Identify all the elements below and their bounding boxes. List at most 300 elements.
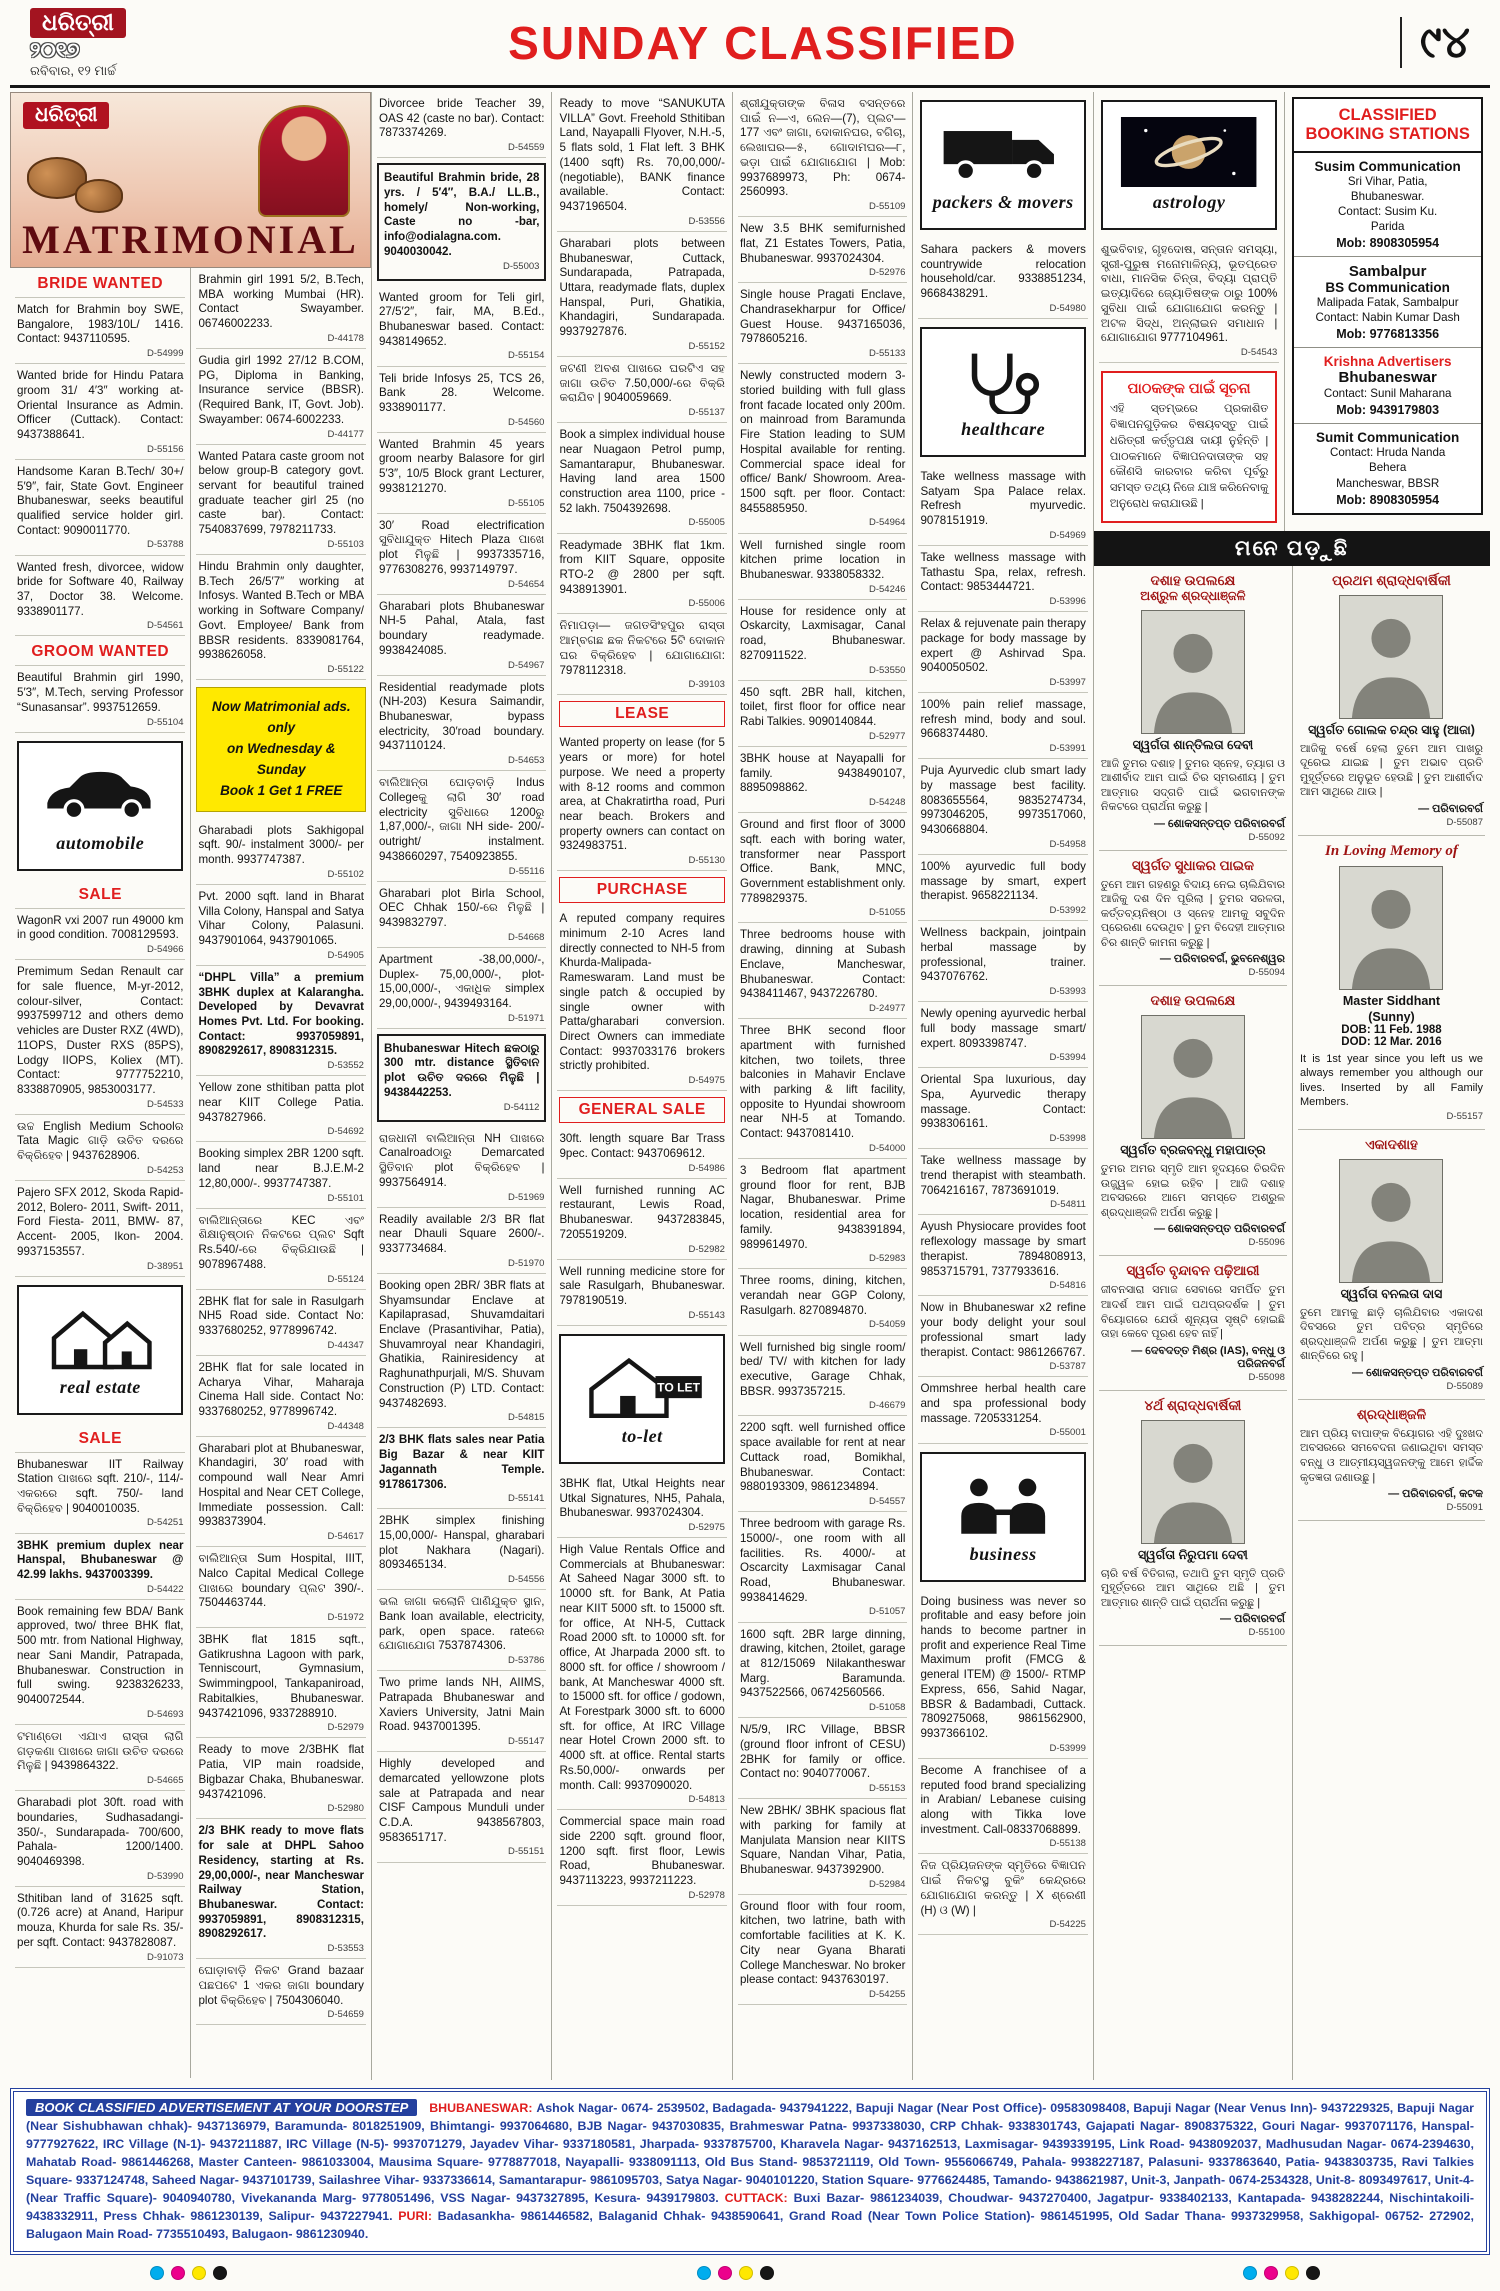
packers-movers-category-box — [920, 100, 1085, 230]
ad-id: D-55151 — [508, 1846, 545, 1858]
ad-text: 1600 sqft. 2BR large dinning, drawing, kitchen, 2toilet, garage at 812/15069 Nilakantheswar Marg. Baramunda. 9437522566, 06742560566. — [739, 1627, 906, 1700]
classified-ad — [15, 1791, 185, 1887]
masthead-date: ରବିବାର, ୧୨ ମାର୍ଚ୍ଚ — [30, 62, 117, 78]
memorial-text: ଜୀବନସାରା ସମାଜ ସେବାରେ ସମର୍ପିତ ତୁମ ଆଦର୍ଶ ଆମ ପାଇଁ ପଥପ୍ରଦର୍ଶକ | ତୁମ ବିୟୋଗରେ ଯେଉଁ ଶୂନ୍ୟତା ସୃଷ୍ଟି ହୋଇଛି ତାହା କେବେ ପୂରଣ ହେବ ନାହିଁ | — [1100, 1284, 1285, 1341]
ad-text: Teli bride Infosys 25, TCS 26, Bank 28. Welcome. 9338901177. — [378, 371, 545, 414]
ad-text: New 2BHK/ 3BHK spacious flat with parking for family at Manjulata Mansion near KIITS Square, Nandan Vihar, Patia, Bhubaneswar. 9437392900. — [739, 1804, 906, 1876]
classified-ad — [377, 882, 546, 948]
classified-ad — [918, 546, 1087, 612]
ad-id: D-53991 — [1049, 743, 1086, 755]
ad-text: 3BHK house at Nayapalli for family. 9438490107, 8895098862. — [739, 751, 906, 795]
ad-id: D-54422 — [147, 1583, 184, 1595]
color-registration-dot — [213, 2266, 227, 2280]
ad-id: D-54815 — [508, 1412, 545, 1424]
classified-ad — [377, 433, 546, 514]
ad-id: D-55133 — [868, 348, 906, 360]
masthead-year: ୨୦୧୭ — [30, 38, 80, 62]
healthcare-category-box — [920, 327, 1085, 457]
classified-ad — [377, 948, 546, 1029]
memorial-header: ସ୍ୱର୍ଗତ ସୁଧାକର ପାଇକ — [1131, 857, 1254, 873]
memorial-header: ଦଶାହ ଉପଲକ୍ଷେ — [1150, 572, 1236, 588]
memorial-signature: — ଦେବଦତ୍ତ ମିଶ୍ର (IAS), ବନ୍ଧୁ ଓ ପରିଜନବର୍ଗ — [1131, 1344, 1285, 1370]
footer-title: BOOK CLASSIFIED ADVERTISEMENT AT YOUR DOORSTEP — [26, 2099, 417, 2116]
classified-ad — [918, 612, 1087, 693]
ad-id: D-54905 — [327, 949, 364, 961]
ad-text: Book a simplex individual house near Nuagaon Petrol pump, Samantarapur, Bhubaneswar. Having land area 1500 construction area 1100, price - 52 lakh. 7504392698. — [559, 428, 725, 515]
station-line: Parida — [1370, 220, 1405, 234]
ad-text: ବାଲିଆନ୍ତା ଘୋଡ଼ବାଡ଼ି Indus Collegeକୁ ଲାଗି 30′ road electricity ସୁବିଧାରେ 1200ରୁ 1,87,000/-, ଜାଗା NH side- 200/- outright/ instalment. 9438660297, 7540923855. — [378, 776, 545, 863]
memorial-signature: — ଶୋକସନ୍ତପ୍ତ ପରିବାରବର୍ଗ — [1153, 1223, 1285, 1236]
classified-ad — [196, 1076, 365, 1142]
ad-text: 30′ Road electrification ସୁବିଧାଯୁକ୍ତ Hitech Plaza ପାଖେ plot ମିଳୁଛି | 9937335716, 9776308276, 9937149797. — [378, 518, 545, 576]
classified-ad — [196, 555, 365, 680]
deceased-name: ସ୍ୱର୍ଗତା ନିରୁପମା ଦେବୀ — [1138, 1547, 1248, 1562]
ad-id: D-55124 — [327, 1273, 364, 1285]
ad-id: D-53786 — [508, 1655, 545, 1667]
classified-ad — [918, 1377, 1087, 1443]
booking-stations-header — [1294, 99, 1481, 153]
promo-line: on Wednesday & Sunday — [226, 740, 336, 777]
ad-id: D-54112 — [503, 1101, 540, 1113]
ad-text: Single house Pragati Enclave, Chandrasekharpur for Office/ Guest House. 9437165036, 7978605216. — [739, 288, 906, 346]
ad-text: Well furnished running AC restaurant, Lewis Road, Bhubaneswar. 9437283845, 7205519209. — [559, 1183, 725, 1241]
station-line: Contact: Nabin Kumar Dash — [1315, 311, 1460, 325]
color-registration-dot — [760, 2266, 774, 2280]
ad-text: Relax & rejuvenate pain therapy package for body massage by expert @ Ashirvad Spa. 9040050502. — [920, 617, 1086, 675]
ad-id: D-55001 — [1049, 1427, 1086, 1439]
ad-id: D-54654 — [508, 578, 545, 590]
ad-text: Well running medicine store for sale Rasulgarh, Bhubaneswar. 7978190519. — [559, 1264, 725, 1308]
classified-ad — [196, 1547, 365, 1628]
classified-ad — [557, 1179, 726, 1260]
ad-text: Wanted Brahmin 45 years groom nearby Balasore for girl 5′3″, 10/5 Block grant Lecturer, 9938121270. — [378, 437, 545, 495]
banner-brand-logo: ଧରିତ୍ରୀ — [23, 102, 109, 129]
classified-ad — [918, 465, 1087, 546]
ad-id: D-55103 — [327, 538, 364, 550]
classified-ad — [377, 1752, 546, 1862]
ad-text: ଉଚ୍ଚ English Medium Schoolର Tata Magic ଗାଡ଼ି ଉଚିତ ଦରରେ ବିକ୍ରିହେବ | 9437628906. — [17, 1119, 184, 1163]
section-header: GENERAL SALE — [559, 1097, 724, 1123]
station-line: Bhubaneswar. — [1350, 190, 1425, 203]
business-category-box — [920, 1452, 1085, 1582]
classified-ad — [557, 731, 726, 871]
ad-id: D-51058 — [868, 1702, 906, 1714]
ad-text: 100% ayurvedic full body massage by smart, expert therapist. 9658221134. — [920, 859, 1086, 903]
ad-text: Gharabadi plots Sakhigopal sqft. 90/- instalment 3000/- per month. 9937747387. — [198, 823, 364, 867]
ad-text: 2/3 BHK ready to move flats for sale at DHPL Sahoo Residency, starting at Rs. 29,00,000/-, near Mancheswar Railway Station, Bhubaneswar. Contact: 9937059891, 8908312315, 8908292617. — [198, 1824, 364, 1941]
deceased-name: Master Siddhant — [1342, 993, 1441, 1008]
classified-ad — [15, 1534, 185, 1600]
color-registration-dot — [739, 2266, 753, 2280]
footer-region-entries: Ashok Nagar- 0674- 2539502, Badagada- 9437941222, Bapuji Nagar (Near Post Office)- 09583098408, Bapuji Nagar (Near Venus Inn)- 9437229325, Bapuji Nagar (Near Sishubhawan chhak)- 9437136979, Baramunda- 8018251909, Bhimtangi- 9937064680, BJB Nagar- 9437030835, Brahmeswar Patna- 9937338030, CRP Chhak- 9338301743, Gajapati Nagar- 8908375322, Gouri Nagar- 9937071176, Hanspal- 9777927622, IRC Village (N-1)- 9437211887, IRC Village (N-5)- 9937071279, Jayadev Vihar- 9337180581, Jharpada- 9337875700, Kharavela Nagar- 9437162513, Laxmisagar- 9439339195, Link Road- 9438092037, Madhusudan Nagar- 0674-2394630, Mahatab Road- 9861446268, Master Canteen- 9861033004, Mausima Square- 9778877018, Nayapalli- 9338091113, Old Bus Stand- 9853721119, Old Town- 9556066749, Pahala- 9938227187, Palasuni- 9337863640, Patia- 9438303735, Ravi Talkies Square- 9337124748, Saheed Nagar- 9437101739, Sailashree Vihar- 9337336614, Samantarapur- 9861095703, Satya Nagar- 9040101220, Station Square- 9776624485, Tamando- 9438621987, Unit-3, Janpath- 0674-2534328, Unit-8- 8093497617, Unit-4- (Near Traffic Square)- 9040940780, Vivekananda Marg- 9778051496, VSS Nagar- 9437327895, Kesura- 9439179803. — [26, 2101, 1475, 2205]
classified-ad — [918, 1149, 1087, 1215]
category-label: packers & movers — [932, 192, 1074, 212]
ad-id: D-54617 — [327, 1531, 364, 1543]
category-label: healthcare — [961, 418, 1046, 439]
classified-ad — [738, 1336, 908, 1417]
classified-ad — [196, 445, 365, 555]
ad-id: D-53998 — [1049, 1133, 1086, 1145]
ad-text: Doing business was never so profitable and easy before join hands to become partner in profit and experience Real Time Maximum profit (FMCG & general ITEM) @ 1500/- RTMP Express, 656, Sahid Nagar, BBSR & Badambadi, Cuttack. 7809275068, 9861562900, 9937366102. — [920, 1594, 1086, 1740]
classified-ad — [557, 357, 726, 423]
classified-ad — [15, 1600, 185, 1725]
classified-ad — [738, 1718, 908, 1799]
ad-text: Hindu Brahmin only daughter, B.Tech 26/5′7″ working at Infosys. Wanted B.Tech or MBA working in Software Company/ Govt. Employee/ Bank from BBSR residents. 8339081764, 9938626058. — [198, 559, 364, 662]
memorial-signature: — ଶୋକସନ୍ତପ୍ତ ପରିବାରବର୍ଗ — [1352, 1366, 1483, 1379]
memorial-header: ୪ର୍ଥ ଶ୍ରାଦ୍ଧବାର୍ଷିକୀ — [1144, 1397, 1242, 1413]
ad-text: Become A franchisee of a reputed food brand specializing in Arabian/ Lebanese cuising along with Tikka love investment. Call-08337068899. — [920, 1763, 1086, 1836]
station-mobile: Mob: 9776813356 — [1336, 327, 1440, 342]
classified-ad — [15, 909, 185, 961]
ad-id: D-52982 — [688, 1243, 725, 1255]
ad-text: Now in Bhubaneswar x2 refine your body delight your soul professional smart lady therapist. Contact: 9861266767. — [920, 1301, 1086, 1359]
astrology-icon — [1118, 117, 1259, 187]
memorial-text: ଆଜି ତୁମର ଦଶାହ | ତୁମର ସ୍ନେହ, ତ୍ୟାଗ ଓ ଆଶୀର୍ବାଦ ଆମ ପାଇଁ ଚିର ସ୍ମରଣୀୟ | ତୁମ ଆତ୍ମାର ସଦ୍ଗତି ପାଇଁ ଭଗବାନଙ୍କ ନିକଟରେ ପ୍ରାର୍ଥନା କରୁଛୁ | — [1100, 757, 1285, 814]
ad-id: D-53550 — [868, 664, 906, 676]
classified-ad — [377, 1034, 546, 1122]
ad-id: D-52976 — [868, 267, 906, 279]
deceased-alias: (Sunny) — [1368, 1009, 1415, 1024]
right-section — [1093, 92, 1490, 2080]
classified-ad — [196, 1959, 365, 2025]
section-header: SALE — [15, 1423, 185, 1453]
color-registration-dot — [171, 2266, 185, 2280]
classified-ad — [738, 813, 908, 923]
ad-text: Highly developed and demarcated yellowzone plots sale at Patrapada and near CISF Campous Munduli under C.D.A. 9438567803, 9583651717. — [378, 1757, 545, 1844]
memorial-date-line: DOB: 11 Feb. 1988 — [1341, 1023, 1442, 1036]
ad-id: D-54659 — [327, 2009, 364, 2021]
classified-ad — [738, 1512, 908, 1622]
ad-text: ନିମାପଡ଼ା— ଜଗତସିଂହପୁର ରାସ୍ତା ଆମ୍ବଗଛ ଛକ ନିକଟରେ 5ଟି ଦୋକାନ ଘର ବିକ୍ରିହେବ | ଯୋଗାଯୋଗ: 7978112318. — [559, 619, 725, 677]
memorial-card — [1099, 851, 1287, 987]
classified-ad — [196, 1437, 365, 1547]
ad-text: Gharabadi plot 30ft. road with boundaries, Sudhasadangi- 350/-, Sundarapada- 700/600, Pahala- 1200/1400. 9040469398. — [17, 1796, 184, 1868]
ad-id: D-55153 — [868, 1783, 906, 1795]
ad-id: D-24977 — [868, 1003, 906, 1015]
ad-id: D-54986 — [688, 1162, 725, 1174]
ad-id: D-52978 — [688, 1889, 725, 1901]
memorial-card — [1298, 566, 1485, 836]
ad-id: D-51057 — [868, 1606, 906, 1618]
classified-ad — [15, 364, 185, 460]
ad-id: D-53999 — [1049, 1742, 1086, 1754]
ad-id: D-52975 — [688, 1521, 725, 1533]
memorial-header: ସ୍ୱର୍ଗତ ବୃନ୍ଦାବନ ପଢ଼ିଆରୀ — [1126, 1263, 1260, 1279]
ad-id: D-54253 — [147, 1164, 184, 1176]
footer-region-label: PURI: — [392, 2208, 438, 2223]
classified-ad — [918, 1854, 1087, 1935]
section-header: BRIDE WANTED — [15, 268, 185, 298]
ad-id: D-54964 — [868, 517, 906, 529]
ad-text: Well furnished big single room/ bed/ TV/ with kitchen for lady executive, Garage Chhak, BBSR. 9937357215. — [739, 1340, 906, 1398]
category-label: real estate — [59, 1376, 141, 1397]
ad-id: D-55143 — [688, 1309, 725, 1321]
column-7 — [1094, 92, 1284, 531]
ad-id: D-52977 — [868, 730, 906, 742]
ad-text: 30ft. length square Bar Trass 9pec. Contact: 9437069612. — [559, 1132, 725, 1160]
ad-id: D-55101 — [327, 1192, 364, 1204]
ad-text: 100% pain relief massage, refresh mind, body and soul. 9668374480. — [920, 698, 1086, 741]
classified-ad — [738, 534, 908, 600]
ad-id: D-55152 — [688, 340, 725, 352]
classified-ad — [196, 1290, 365, 1356]
ad-id: D-53996 — [1049, 596, 1086, 608]
ad-id: D-55137 — [688, 407, 725, 419]
ad-id: D-44347 — [327, 1339, 364, 1351]
classified-ad — [196, 1209, 365, 1290]
classified-ad — [377, 1671, 546, 1752]
ad-text: Gharabari plot at Bhubaneswar, Khandagiri, 30′ road with compound wall Near Amri Hospital and Near CET College, Immediate possession. Call: 9938373904. — [198, 1441, 364, 1529]
ad-text: Oriental Spa luxurious, day Spa, Ayurvedic therapy massage. Contact: 9938306161. — [920, 1073, 1086, 1131]
classified-ad — [15, 1115, 185, 1181]
ad-id: D-54246 — [868, 583, 906, 595]
newspaper-logo: ଧରିତ୍ରୀ — [30, 8, 126, 38]
classified-ad — [918, 1002, 1087, 1068]
station-mobile: Mob: 9439179803 — [1336, 403, 1440, 418]
ad-text: Gharabari plots between Bhubaneswar, Cuttack, Sundarapada, Patrapada, Uttara, readymade flats, duplex Hanspal, Puri, Ghatikia, Khandagiri, Sundarapada. 9937927876. — [559, 236, 725, 339]
classified-ad — [738, 217, 908, 283]
ad-text: Newly constructed modern 3-storied building with full glass front facade located only 200m. on mainroad from Baramunda Fire Station leading to SUM Hospital available for renting. Commercial space ideal for office/ Bank/ Showroom. Area- 1500 sqft. per floor. Contact: 8455885950. — [739, 369, 906, 515]
classified-ad — [15, 298, 185, 364]
memorial-subheader: ଅଶ୍ରୁଳ ଶ୍ରଦ୍ଧାଞ୍ଜଳି — [1140, 588, 1246, 603]
ad-id: D-53992 — [1049, 905, 1086, 917]
classified-ad — [196, 1142, 365, 1208]
ad-id: D-54653 — [508, 755, 545, 767]
ad-id: D-54975 — [688, 1075, 725, 1087]
footer-region-label: BHUBANESWAR: — [425, 2101, 537, 2115]
ad-id: D-54533 — [147, 1098, 184, 1110]
memorial-date-line: DOD: 12 Mar. 2016 — [1341, 1035, 1442, 1048]
memorial-text: ତୁମେ ଆମ ଗହଣରୁ ବିଦାୟ ନେଇ ଚାଲିଯିବାର ଆଜିକୁ ଦଶ ଦିନ ପୂରିଲା | ତୁମର ସରଳତା, କର୍ତ୍ତବ୍ୟନିଷ୍ଠା ଓ ସ୍ନେହ ଆମକୁ ସବୁଦିନ ପ୍ରେରଣା ଦେଉଥିବ | ତୁମ ବିଦେହୀ ଆତ୍ମାର ଚିର ଶାନ୍ତି କାମନା କରୁଛୁ | — [1100, 878, 1285, 949]
ad-text: Wanted groom for Teli girl, 27/5′2″, fair, MA, B.Ed., Bhubaneswar based. Contact: 9438149652. — [378, 290, 545, 348]
ad-id: D-55098 — [1248, 1371, 1285, 1383]
ad-text: Readymade 3BHK flat 1km. from KIIT Square, opposite RTO-2 @ 2800 per sqft. 9438913901. — [559, 538, 725, 596]
ad-id: D-55089 — [1446, 1380, 1483, 1392]
ad-id: D-54811 — [1050, 1199, 1086, 1211]
classified-ad — [15, 1887, 185, 1968]
ad-text: ଶ୍ରୀଯୁକ୍ତାଙ୍କ ବିଳାସ ବସନ୍ତରେ ପାଇଁ ନ—ଏ, ଲେନ—(7), ପ୍ଲଟ— 177 ଏବଂ ଜାଗା, ଦୋକାନଘର, ବଗିଚା, ଲେଖାଘର—୫, ଗୋଦାମଘର—୮, ଭଡ଼ା ପାଇଁ ଯୋଗାଯୋଗ | Mob: 9937689973, Ph: 0674- 2560993. — [739, 97, 906, 199]
footer-directory — [10, 2088, 1490, 2255]
classified-ad — [918, 693, 1087, 759]
ad-id: D-39103 — [688, 679, 725, 691]
memorial-photo — [1141, 1015, 1245, 1139]
ad-id: D-54813 — [688, 1794, 725, 1806]
memorial-photo — [1339, 1159, 1443, 1283]
classified-ad — [377, 1428, 546, 1509]
column-3 — [371, 92, 551, 2080]
drum-icon — [75, 179, 123, 213]
classified-ad — [918, 921, 1087, 1002]
ad-text: Wellness backpain, jointpain herbal massage by professional, trainer. 9437076762. — [920, 926, 1086, 984]
ad-text: ଶୁଭବିବାହ, ଗୃହଦୋଷ, ସନ୍ତାନ ସମସ୍ୟା, ସ୍ତ୍ରୀ-ପୁରୁଷ ମନୋମାଳିନ୍ୟ, ଭୂତପ୍ରେତ ବାଧା, ମାନସିକ ଚିନ୍ତା, ବିଦ୍ୟା ପ୍ରାପ୍ତି ଇତ୍ୟାଦିରେ ଜ୍ୟୋତିଷଙ୍କ ଠାରୁ 100% ସୁବିଧା ପାଇଁ ଯୋଗାଯୋଗ କରନ୍ତୁ | ଅଟଳ ସିଦ୍ଧ, ଅନ୍ଲାଇନ ସମାଧାନ | ଯୋଗାଯୋଗ 9777104961. — [1100, 243, 1278, 345]
classified-ad — [377, 92, 546, 158]
classified-ad — [196, 268, 365, 349]
ad-text: Gudia girl 1992 27/12 B.COM, PG, Diploma in Banking, Insurance service (BBSR). (Required Bank, IT, Govt. Job). Swayamber: 0674-6002233. — [198, 353, 364, 426]
section-header: LEASE — [559, 701, 724, 727]
ad-id: D-44178 — [327, 332, 364, 344]
memorial-signature: — ପରିବାରବର୍ଗ, କଟକ — [1388, 1488, 1483, 1501]
healthcare-icon — [937, 344, 1069, 414]
ad-id: D-53990 — [147, 1870, 184, 1882]
classified-grid — [10, 92, 1490, 2080]
category-label: astrology — [1152, 192, 1226, 212]
ad-id: D-53997 — [1049, 676, 1086, 688]
deceased-name: ସ୍ୱର୍ଗତା ବନଲତା ଦାସ — [1340, 1286, 1443, 1301]
ad-id: D-55092 — [1248, 831, 1285, 843]
ad-text: Ready to move 2/3BHK flat Patia, VIP main roadside, Bigbazar Chaka, Bhubaneswar. 9437421096. — [198, 1743, 364, 1801]
color-registration-dot — [697, 2266, 711, 2280]
column-6 — [912, 92, 1092, 2080]
footer-directory-text — [26, 2101, 1474, 2241]
booking-station-entry — [1294, 424, 1481, 512]
ad-text: Beautiful Brahmin bride, 28 yrs. / 5′4″, B.A./ LL.B., homely/ Non-working, Caste no -bar, info@odialagna.com. 9040030042. — [383, 171, 540, 258]
classified-ad — [557, 1127, 726, 1179]
section-header: GROOM WANTED — [15, 636, 185, 666]
ad-text: Book remaining few BDA/ Bank approved, two/ three BHK flat, 500 mtr. from National Highway, near Sani Mandir, Patrapada, Bhubaneswar. Construction in full swing. 9238326233, 9040072544. — [17, 1604, 184, 1707]
ad-text: Pvt. 2000 sqft. land in Bharat Villa Colony, Hanspal and Satya Vihar Colony, Palasuni. 9437901064, 9437901065. — [198, 889, 364, 948]
classified-ad — [557, 92, 726, 232]
classified-ad — [377, 514, 546, 595]
color-registration-dot — [192, 2266, 206, 2280]
ad-text: ନିଜ ପ୍ରିୟଜନଙ୍କ ସ୍ମୃତିରେ ବିଜ୍ଞାପନ ପାଇଁ ନିକଟସ୍ଥ ବୁକିଂ କେନ୍ଦ୍ରରେ ଯୋଗାଯୋଗ କରନ୍ତୁ | X ଶ୍ରେଣୀ (H) ଓ (W) | — [920, 1859, 1086, 1917]
ad-text: Match for Brahmin boy SWE, Bangalore, 1983/10L/ 1416. Contact: 9437110595. — [17, 303, 184, 346]
deceased-name: ସ୍ୱର୍ଗତ ବ୍ରଜବନ୍ଧୁ ମହାପାତ୍ର — [1120, 1143, 1266, 1158]
ad-id: D-55003 — [503, 260, 540, 272]
ad-id: D-55005 — [688, 517, 725, 529]
memorial-text: ତୁମେ ଆମକୁ ଛାଡ଼ି ଚାଲିଯିବାର ଏକାଦଶ ଦିବସରେ ତୁମ ପବିତ୍ର ସ୍ମୃତିରେ ଶ୍ରଦ୍ଧାଞ୍ଜଳି ଅର୍ପଣ କରୁଛୁ | ତୁମ ଆତ୍ମା ଶାନ୍ତିରେ ରହୁ | — [1299, 1306, 1483, 1363]
ad-text: Wanted Patara caste groom not below group-B category govt. servant for beautiful trained graduate teacher girl 25 (no caste bar). Contact: 7540837699, 7978211733. — [198, 449, 364, 537]
classified-ad — [557, 423, 726, 533]
classified-ad — [377, 286, 546, 367]
ad-id: D-55154 — [508, 350, 545, 362]
real-estate-category-box — [17, 1285, 183, 1415]
notice-body: ଏହି ସ୍ତମ୍ଭରେ ପ୍ରକାଶିତ ବିଜ୍ଞାପନଗୁଡ଼ିକର ବିଷୟବସ୍ତୁ ପାଇଁ ଧରିତ୍ରୀ କର୍ତ୍ତୃପକ୍ଷ ଦାୟୀ ନୁହଁନ୍ତି | ପାଠକମାନେ ବିଜ୍ଞାପନଦାତାଙ୍କ ସହ କୌଣସି କାରବାର କରିବା ପୂର୍ବରୁ ସମସ୍ତ ତଥ୍ୟ ନିଜେ ଯାଞ୍ଚ କରିନେବାକୁ ଅନୁରୋଧ କରାଯାଉଛି | — [1109, 403, 1269, 510]
classified-ad — [738, 923, 908, 1019]
ad-id: D-52979 — [327, 1722, 364, 1734]
classified-ad — [918, 1759, 1087, 1855]
ad-id: D-44348 — [327, 1420, 364, 1432]
ad-id: D-55102 — [327, 868, 364, 880]
ad-id: D-53552 — [327, 1060, 364, 1072]
ad-id: D-51971 — [508, 1012, 545, 1024]
ad-id: D-55006 — [688, 598, 725, 610]
memorial-card — [1099, 566, 1287, 851]
ad-text: 3BHK flat 1815 sqft., Gatikrushna Lagoon with park, Tenniscourt, Gymnasium, Swimmingpool, Tankapaniroad, Rabitalkies, Bhubaneswar. 9437421096, 9337288910. — [198, 1633, 364, 1720]
classified-ad — [557, 614, 726, 695]
memorial-card — [1298, 836, 1485, 1130]
memorial-header: In Loving Memory of — [1325, 842, 1458, 859]
ad-id: D-55091 — [1446, 1502, 1483, 1514]
ad-id: D-55138 — [1049, 1838, 1086, 1850]
classified-ad — [557, 232, 726, 357]
classified-ad — [196, 1738, 365, 1819]
ad-text: Booking open 2BR/ 3BR flats at Shyamsundar Enclave at Kapilaprasad, Shuvamdaitari Enclave (Prasantivihar, Patia), Shuvamroyal near Khandagiri, Ghatikia, Rainiresidency at Raghunathpurjali, M/S. Shuvam Construction (P) LTD. Contact: 9437482693. — [378, 1278, 545, 1410]
ad-text: Ready to move “SANUKUTA VILLA” Govt. Freehold Sthitiban Land, Nayapalli Flyover, N.H.-5, 5 flats sold, 1 Flat left. 3 BHK (1400 sqft) Rs. 70,00,000/- (negotiable), BANK finance available. Contact: 9437196504. — [559, 97, 725, 214]
classified-ad — [738, 283, 908, 364]
memorial-photo — [1141, 1420, 1245, 1544]
ad-id: D-55094 — [1248, 967, 1285, 979]
memorial-signature: — ପରିବାରବର୍ଗ, ଭୁବନେଶ୍ୱର — [1159, 953, 1285, 966]
booking-station-entry — [1294, 257, 1481, 348]
memorial-photo — [1339, 866, 1443, 990]
ad-text: Three bedroom with garage Rs. 15000/-, one room with all facilities. Rs. 4000/- at Oscarcity Laxmisagar Canal Road, Bhubaneswar. 9938414629. — [739, 1517, 906, 1604]
color-registration-dot — [1243, 2266, 1257, 2280]
column-2 — [190, 268, 370, 2078]
classified-ad — [15, 666, 185, 732]
ad-id: D-54543 — [1240, 347, 1278, 359]
station-name: Krishna Advertisers — [1323, 354, 1452, 370]
classified-ad — [918, 1296, 1087, 1377]
matrimonial-section — [10, 92, 371, 2080]
section-header: SALE — [15, 879, 185, 909]
ad-id: D-54557 — [868, 1496, 906, 1508]
ad-text: 2BHK flat for sale located in Acharya Vihar, Maharaja Cinema Hall side. Contact No: 9337680252, 9778996742. — [198, 1360, 364, 1418]
ad-text: Yellow zone sthitiban patta plot near KIIT College Patia. 9437827966. — [198, 1081, 364, 1124]
to-let-category-box — [559, 1334, 724, 1464]
ad-id: D-54693 — [147, 1708, 184, 1720]
classified-ad — [557, 907, 726, 1091]
color-registration-dot — [1264, 2266, 1278, 2280]
ad-id: D-52980 — [327, 1803, 364, 1815]
ad-text: ରାଜଧାନୀ ବାଲିଆନ୍ତା NH ପାଖରେ Canalroadଠାରୁ Demarcated ସ୍ଥିତିବାନ plot ବିକ୍ରିହେବ | 9937564914. — [378, 1131, 545, 1189]
ad-text: Sahara packers & movers countrywide relocation household/car. 9338851234, 9668438291. — [920, 243, 1086, 301]
ad-id: D-54692 — [327, 1126, 364, 1138]
promo-line: Now Matrimonial ads. only — [211, 699, 351, 735]
classified-ad — [557, 1472, 726, 1538]
classified-ad — [377, 367, 546, 433]
station-line: Contact: Hruda Nanda — [1329, 446, 1446, 460]
ad-id: D-54967 — [508, 659, 545, 671]
registration-marks-group — [1243, 2266, 1320, 2280]
station-line: Sri Vihar, Patia, — [1347, 174, 1428, 188]
section-header: PURCHASE — [559, 877, 724, 903]
memorial-col-right — [1292, 566, 1490, 2080]
ad-text: Wanted fresh, divorcee, widow bride for Software 40, Railway 37, Doctor 38. Welcome. 9338901177. — [17, 560, 184, 618]
memorial-header: ଏକାଦଶାହ — [1365, 1136, 1418, 1152]
print-registration-marks — [0, 2255, 1500, 2291]
ad-text: ବାଲିଆନ୍ତାରେ KEC ଏବଂ ଶିକ୍ଷାନୁଷ୍ଠାନ ନିକଟରେ ପ୍ଲଟ Sqft Rs.540/-ରେ ବିକ୍ରିଯାଉଛି | 9078967488. — [198, 1213, 364, 1271]
ad-text: Bhubaneswar Hitech ଛକଠାରୁ 300 mtr. distance ସ୍ଥିତିବାନ plot ଉଚିତ ଦରରେ ମିଳୁଛି | 9438442253. — [383, 1041, 540, 1099]
ad-id: D-54559 — [508, 142, 545, 154]
column-4 — [551, 92, 731, 2080]
classified-ad — [196, 349, 365, 445]
ad-text: Three rooms, dining, kitchen, verandah near GGP Colony, Rasulgarh. 8270894870. — [739, 1274, 906, 1317]
ad-id: D-38951 — [147, 1260, 184, 1272]
ad-text: Pajero SFX 2012, Skoda Rapid- 2012, Bolero- 2011, Swift- 2011, Ford Fiesta- 2011, BMW- 87, Accent- 2005, Ikon- 2004. 9937153557. — [17, 1185, 184, 1258]
memorial-card — [1099, 986, 1287, 1256]
ad-id: D-44177 — [327, 428, 364, 440]
memorial-text: ଆଜିକୁ ବର୍ଷେ ହେଲା ତୁମେ ଆମ ପାଖରୁ ଦୂରେଇ ଯାଇଛ | ତୁମ ଅଭାବ ପ୍ରତି ମୁହୂର୍ତ୍ତରେ ଅନୁଭୂତ ହେଉଛି | ତୁମ ଆଶୀର୍ବାଦ ଆମ ସାଥିରେ ଥାଉ | — [1299, 742, 1483, 799]
classified-ad — [738, 1895, 908, 2005]
page-number: ୯୪ — [1400, 17, 1470, 68]
ad-id: D-55147 — [508, 1736, 545, 1748]
ad-id: D-55104 — [147, 716, 184, 728]
classified-ad — [557, 1538, 726, 1810]
bride-photo — [258, 105, 350, 217]
ad-text: Gharabari plot Birla School, OEC Chhak 150/-ରେ ମିଳୁଛି | 9439832797. — [378, 886, 545, 930]
ad-id: D-54980 — [1049, 302, 1086, 314]
ad-id: D-54668 — [508, 931, 545, 943]
booking-header-line2: BOOKING STATIONS — [1305, 124, 1470, 143]
ad-id: D-54251 — [147, 1517, 184, 1529]
ad-id: D-55096 — [1248, 1237, 1285, 1249]
classified-ad — [15, 460, 185, 556]
notice-title: ପାଠକଙ୍କ ପାଇଁ ସୂଚନା — [1127, 381, 1251, 398]
ad-id: D-53994 — [1049, 1052, 1086, 1064]
ad-text: 3BHK premium duplex near Hanspal, Bhubaneswar @ 42.99 lakhs. 9437003399. — [17, 1538, 184, 1581]
ad-text: ଭଲ ଜାଗା କଲୋନି ପାଣିଯୁକ୍ତ ସ୍ଥାନ, Bank loan available, electricity, park, open space. rateରେ ଯୋଗାଯୋଗ 7537874306. — [378, 1595, 545, 1653]
registration-marks-group — [697, 2266, 774, 2280]
